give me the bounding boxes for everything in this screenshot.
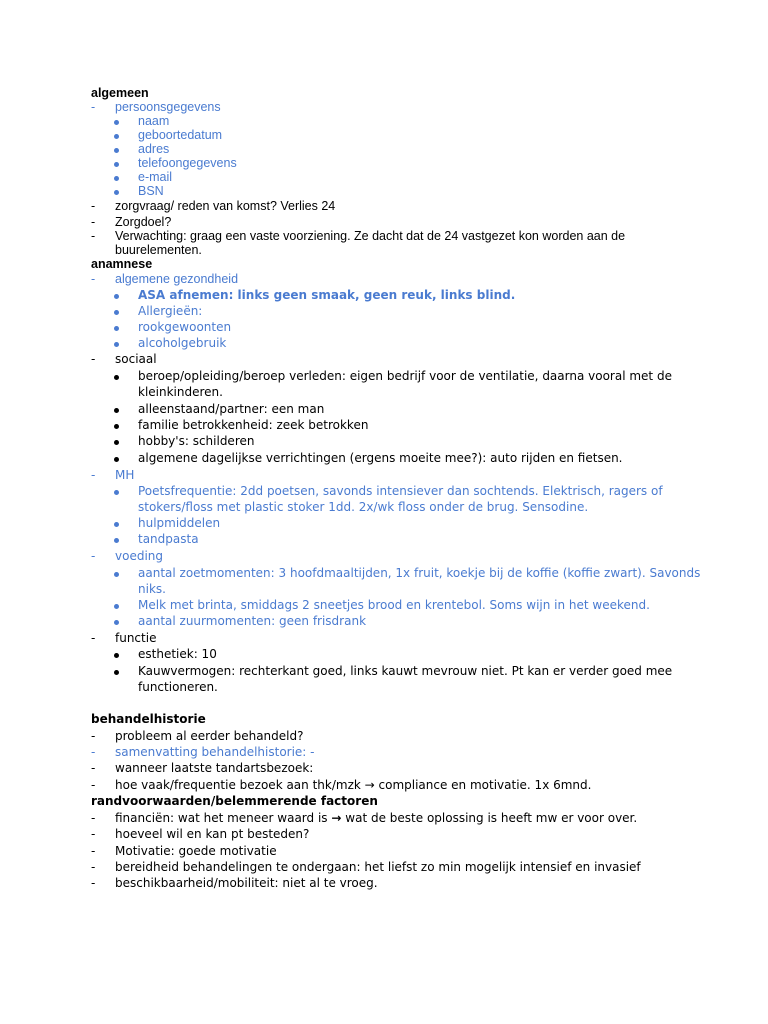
list-item: beschikbaarheid/mobiliteit: niet al te vroeg. — [115, 876, 378, 890]
list-item: BSN — [138, 184, 164, 198]
list-dash: - — [91, 199, 96, 213]
list-item: alleenstaand/partner: een man — [138, 402, 325, 416]
bullet-icon — [114, 321, 119, 333]
bullet-icon — [114, 403, 119, 415]
list-item: telefoongegevens — [138, 156, 237, 170]
section-heading-randvoorwaarden: randvoorwaarden/belemmerende factoren — [91, 794, 378, 808]
list-dash: - — [91, 811, 96, 825]
list-dash: - — [91, 844, 96, 858]
list-dash: - — [91, 745, 96, 759]
bullet-icon — [114, 157, 119, 170]
bullet-icon — [114, 115, 119, 128]
list-item-functie: functie — [115, 631, 157, 645]
list-item: Poetsfrequentie: 2dd poetsen, savonds intensiever dan sochtends. Elektrisch, ragers of — [138, 484, 663, 498]
bullet-icon — [114, 171, 119, 184]
bullet-icon — [114, 567, 119, 579]
list-item-verwachting: Verwachting: graag een vaste voorziening. Ze dacht dat de 24 vastgezet kon worden aan de — [115, 229, 626, 243]
list-item: Kauwvermogen: rechterkant goed, links kauwt mevrouw niet. Pt kan er verder goed mee — [138, 664, 673, 678]
arrow-right-icon: → — [331, 811, 342, 825]
list-dash: - — [91, 100, 96, 114]
list-item: familie betrokkenheid: zeek betrokken — [138, 418, 369, 432]
list-item: e-mail — [138, 170, 173, 184]
bullet-icon — [114, 665, 119, 677]
bullet-icon — [114, 517, 119, 529]
list-dash: - — [91, 352, 96, 366]
list-item-sociaal: sociaal — [115, 352, 157, 366]
list-item: hoe vaak/frequentie bezoek aan thk/mzk → compliance en motivatie. 1x 6mnd. — [115, 778, 592, 792]
bullet-icon — [114, 533, 119, 545]
list-dash: - — [91, 272, 96, 286]
list-item: Melk met brinta, smiddags 2 sneetjes brood en krentebol. Soms wijn in het weekend. — [138, 598, 650, 612]
list-item-asa: ASA afnemen: links geen smaak, geen reuk, links blind. — [138, 288, 516, 302]
list-dash: - — [91, 549, 96, 563]
bullet-icon — [114, 648, 119, 660]
list-item-continuation: kleinkinderen. — [138, 385, 223, 399]
list-item: tandpasta — [138, 532, 199, 546]
list-item: wanneer laatste tandartsbezoek: — [115, 761, 314, 775]
list-item: Allergieën: — [138, 304, 203, 318]
list-item: beroep/opleiding/beroep verleden: eigen bedrijf voor de ventilatie, daarna vooral met de — [138, 369, 672, 383]
section-heading-algemeen: algemeen — [91, 86, 149, 100]
list-item-text: financiën: wat het meneer waard is — [115, 811, 328, 825]
bullet-icon — [114, 452, 119, 464]
list-item: alcoholgebruik — [138, 336, 227, 350]
bullet-icon — [114, 305, 119, 317]
list-dash: - — [91, 876, 96, 890]
bullet-icon — [114, 337, 119, 349]
list-item: hoeveel wil en kan pt besteden? — [115, 827, 310, 841]
bullet-icon — [114, 289, 119, 301]
list-item-text: wat de beste oplossing is heeft mw er voor over. — [345, 811, 638, 825]
bullet-icon — [114, 143, 119, 156]
list-dash: - — [91, 860, 96, 874]
list-item: probleem al eerder behandeld? — [115, 729, 304, 743]
list-item-zorgvraag: zorgvraag/ reden van komst? Verlies 24 — [115, 199, 336, 213]
list-item-continuation: niks. — [138, 582, 166, 596]
list-dash: - — [91, 778, 96, 792]
list-item: algemene dagelijkse verrichtingen (ergens moeite mee?): auto rijden en fietsen. — [138, 451, 623, 465]
list-item-mh: MH — [115, 468, 135, 482]
list-dash: - — [91, 215, 96, 229]
bullet-icon — [114, 435, 119, 447]
section-heading-anamnese: anamnese — [91, 257, 153, 271]
bullet-icon — [114, 615, 119, 627]
list-dash: - — [91, 229, 96, 243]
list-item: esthetiek: 10 — [138, 647, 217, 661]
section-heading-behandelhistorie: behandelhistorie — [91, 712, 206, 726]
bullet-icon — [114, 185, 119, 198]
list-dash: - — [91, 729, 96, 743]
list-item-persoonsgegevens: persoonsgegevens — [115, 100, 221, 114]
list-item: Motivatie: goede motivatie — [115, 844, 277, 858]
list-item-continuation: buurelementen. — [115, 243, 202, 257]
list-item-zorgdoel: Zorgdoel? — [115, 215, 172, 229]
list-item-voeding: voeding — [115, 549, 163, 563]
list-item: hulpmiddelen — [138, 516, 221, 530]
list-item: aantal zoetmomenten: 3 hoofdmaaltijden, 1x fruit, koekje bij de koffie (koffie zwart). Savonds — [138, 566, 701, 580]
bullet-icon — [114, 129, 119, 142]
list-item: aantal zuurmomenten: geen frisdrank — [138, 614, 367, 628]
list-item: geboortedatum — [138, 128, 223, 142]
list-item: adres — [138, 142, 170, 156]
list-item-continuation: functioneren. — [138, 680, 218, 694]
bullet-icon — [114, 485, 119, 497]
bullet-icon — [114, 370, 119, 382]
list-item: hobby's: schilderen — [138, 434, 255, 448]
list-item: rookgewoonten — [138, 320, 232, 334]
list-dash: - — [91, 468, 96, 482]
bullet-icon — [114, 419, 119, 431]
list-item: samenvatting behandelhistorie: - — [115, 745, 315, 759]
list-item-continuation: stokers/floss met plastic stoker 1dd. 2x/wk floss onder de brug. Sensodine. — [138, 500, 589, 514]
list-dash: - — [91, 631, 96, 645]
list-dash: - — [91, 827, 96, 841]
bullet-icon — [114, 599, 119, 611]
list-dash: - — [91, 761, 96, 775]
list-item-algemene-gezondheid: algemene gezondheid — [115, 272, 239, 286]
list-item-financien — [115, 812, 637, 824]
list-item: bereidheid behandelingen te ondergaan: het liefst zo min mogelijk intensief en invasief — [115, 860, 641, 874]
list-item: naam — [138, 114, 170, 128]
